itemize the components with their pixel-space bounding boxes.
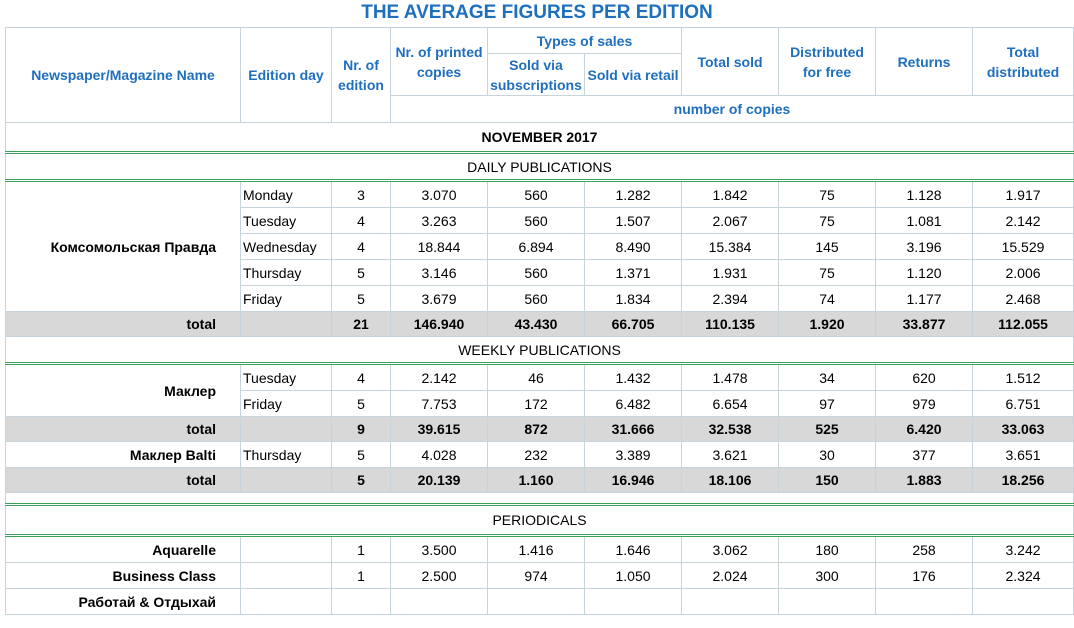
cell: 1.512: [973, 364, 1074, 391]
header-free: Distributed for free: [779, 28, 876, 96]
cell: 1.120: [876, 260, 973, 286]
cell: 3.263: [391, 208, 488, 234]
cell: 1: [332, 563, 391, 589]
cell: 560: [488, 286, 585, 312]
cell: 3.062: [682, 536, 779, 563]
cell: 112.055: [973, 312, 1074, 337]
cell: 2.394: [682, 286, 779, 312]
cell: 2.142: [973, 208, 1074, 234]
cell: 9: [332, 417, 391, 442]
cell: 2.468: [973, 286, 1074, 312]
edition-day: Wednesday: [241, 234, 332, 260]
header-printed: Nr. of printed copies: [391, 28, 488, 96]
cell: 1.646: [585, 536, 682, 563]
edition-day: Thursday: [241, 442, 332, 468]
publication-name: Комсомольская Правда: [6, 181, 241, 312]
header-subscriptions: Sold via subscriptions: [488, 54, 585, 96]
cell: 3.500: [391, 536, 488, 563]
cell: [585, 589, 682, 615]
table-row: [6, 536, 1074, 563]
cell: 258: [876, 536, 973, 563]
cell: 4: [332, 208, 391, 234]
cell: 6.654: [682, 391, 779, 417]
cell: 145: [779, 234, 876, 260]
header-unit: number of copies: [391, 96, 1074, 123]
cell: 34: [779, 364, 876, 391]
cell: 5: [332, 260, 391, 286]
cell: 146.940: [391, 312, 488, 337]
cell: 525: [779, 417, 876, 442]
section-periodicals: PERIODICALS: [6, 505, 1074, 536]
publication-name: Business Class: [6, 563, 241, 589]
cell: 1.282: [585, 181, 682, 208]
cell: 30: [779, 442, 876, 468]
cell: 979: [876, 391, 973, 417]
cell: 110.135: [682, 312, 779, 337]
cell: 1.416: [488, 536, 585, 563]
cell: 1.883: [876, 468, 973, 493]
cell: 1.842: [682, 181, 779, 208]
cell: 560: [488, 208, 585, 234]
cell: 21: [332, 312, 391, 337]
cell: 150: [779, 468, 876, 493]
cell: 872: [488, 417, 585, 442]
total-label: total: [6, 468, 241, 493]
header-retail: Sold via retail: [585, 54, 682, 96]
cell: 3.146: [391, 260, 488, 286]
cell: 32.538: [682, 417, 779, 442]
cell: 33.063: [973, 417, 1074, 442]
cell: 620: [876, 364, 973, 391]
cell: 18.256: [973, 468, 1074, 493]
cell: 2.067: [682, 208, 779, 234]
cell: [876, 589, 973, 615]
cell: 4: [332, 234, 391, 260]
cell: 1.920: [779, 312, 876, 337]
edition-day: Tuesday: [241, 364, 332, 391]
publication-name: Работай & Отдыхай: [6, 589, 241, 615]
cell: [241, 312, 332, 337]
cell: 172: [488, 391, 585, 417]
total-label: total: [6, 312, 241, 337]
cell: 3.621: [682, 442, 779, 468]
cell: 8.490: [585, 234, 682, 260]
cell: 3.196: [876, 234, 973, 260]
cell: [241, 468, 332, 493]
cell: 75: [779, 208, 876, 234]
cell: 2.024: [682, 563, 779, 589]
cell: 180: [779, 536, 876, 563]
cell: 1.050: [585, 563, 682, 589]
cell: 20.139: [391, 468, 488, 493]
cell: 1.834: [585, 286, 682, 312]
header-nr-edition: Nr. of edition: [332, 28, 391, 123]
cell: 232: [488, 442, 585, 468]
cell: 39.615: [391, 417, 488, 442]
cell: 15.529: [973, 234, 1074, 260]
cell: 2.142: [391, 364, 488, 391]
cell: 2.500: [391, 563, 488, 589]
table-row: [6, 364, 1074, 391]
edition-day: [241, 589, 332, 615]
cell: 1.507: [585, 208, 682, 234]
cell: 3.070: [391, 181, 488, 208]
cell: 16.946: [585, 468, 682, 493]
cell: 18.106: [682, 468, 779, 493]
cell: 74: [779, 286, 876, 312]
edition-day: [241, 536, 332, 563]
cell: 6.482: [585, 391, 682, 417]
cell: [241, 417, 332, 442]
cell: 4.028: [391, 442, 488, 468]
publication-name: Маклер: [6, 364, 241, 417]
cell: 3.651: [973, 442, 1074, 468]
cell: 46: [488, 364, 585, 391]
edition-table: [5, 27, 1074, 615]
cell: 1.081: [876, 208, 973, 234]
period-label: NOVEMBER 2017: [6, 123, 1074, 153]
cell: 5: [332, 468, 391, 493]
cell: 15.384: [682, 234, 779, 260]
cell: 176: [876, 563, 973, 589]
cell: 1.917: [973, 181, 1074, 208]
table-row: [6, 563, 1074, 589]
cell: 1.931: [682, 260, 779, 286]
cell: 3.679: [391, 286, 488, 312]
total-row: [6, 312, 1074, 337]
header-edition-day: Edition day: [241, 28, 332, 123]
cell: 5: [332, 442, 391, 468]
edition-day: Thursday: [241, 260, 332, 286]
cell: 5: [332, 391, 391, 417]
publication-name: Aquarelle: [6, 536, 241, 563]
header-returns: Returns: [876, 28, 973, 96]
cell: [332, 589, 391, 615]
cell: 300: [779, 563, 876, 589]
cell: 31.666: [585, 417, 682, 442]
cell: 6.894: [488, 234, 585, 260]
cell: 560: [488, 260, 585, 286]
edition-day: Tuesday: [241, 208, 332, 234]
cell: 1: [332, 536, 391, 563]
cell: 1.160: [488, 468, 585, 493]
cell: 560: [488, 181, 585, 208]
edition-day: [241, 563, 332, 589]
total-row: [6, 417, 1074, 442]
edition-day: Friday: [241, 391, 332, 417]
header-name: Newspaper/Magazine Name: [6, 28, 241, 123]
table-row: [6, 589, 1074, 615]
cell: 43.430: [488, 312, 585, 337]
cell: [973, 589, 1074, 615]
total-label: total: [6, 417, 241, 442]
cell: 4: [332, 364, 391, 391]
cell: 33.877: [876, 312, 973, 337]
table-row: [6, 181, 1074, 208]
cell: 7.753: [391, 391, 488, 417]
cell: 377: [876, 442, 973, 468]
total-row: [6, 468, 1074, 493]
cell: 1.177: [876, 286, 973, 312]
cell: 66.705: [585, 312, 682, 337]
cell: 2.324: [973, 563, 1074, 589]
cell: 1.478: [682, 364, 779, 391]
header-total-sold: Total sold: [682, 28, 779, 96]
cell: 1.371: [585, 260, 682, 286]
cell: [488, 589, 585, 615]
header-types-of-sales: Types of sales: [488, 28, 682, 54]
cell: [391, 589, 488, 615]
cell: 75: [779, 181, 876, 208]
cell: 75: [779, 260, 876, 286]
cell: 5: [332, 286, 391, 312]
edition-day: Friday: [241, 286, 332, 312]
table-row: [6, 442, 1074, 468]
cell: 18.844: [391, 234, 488, 260]
cell: 3: [332, 181, 391, 208]
spacer: [6, 493, 1074, 505]
header-total-distributed: Total distributed: [973, 28, 1074, 96]
cell: 6.751: [973, 391, 1074, 417]
cell: [682, 589, 779, 615]
cell: 1.128: [876, 181, 973, 208]
publication-name: Маклер Balti: [6, 442, 241, 468]
cell: 1.432: [585, 364, 682, 391]
edition-day: Monday: [241, 181, 332, 208]
page-title: THE AVERAGE FIGURES PER EDITION: [361, 2, 713, 23]
cell: [779, 589, 876, 615]
cell: 974: [488, 563, 585, 589]
cell: 6.420: [876, 417, 973, 442]
section-daily: DAILY PUBLICATIONS: [6, 153, 1074, 181]
cell: 3.389: [585, 442, 682, 468]
section-weekly: WEEKLY PUBLICATIONS: [6, 337, 1074, 364]
cell: 97: [779, 391, 876, 417]
cell: 3.242: [973, 536, 1074, 563]
cell: 2.006: [973, 260, 1074, 286]
